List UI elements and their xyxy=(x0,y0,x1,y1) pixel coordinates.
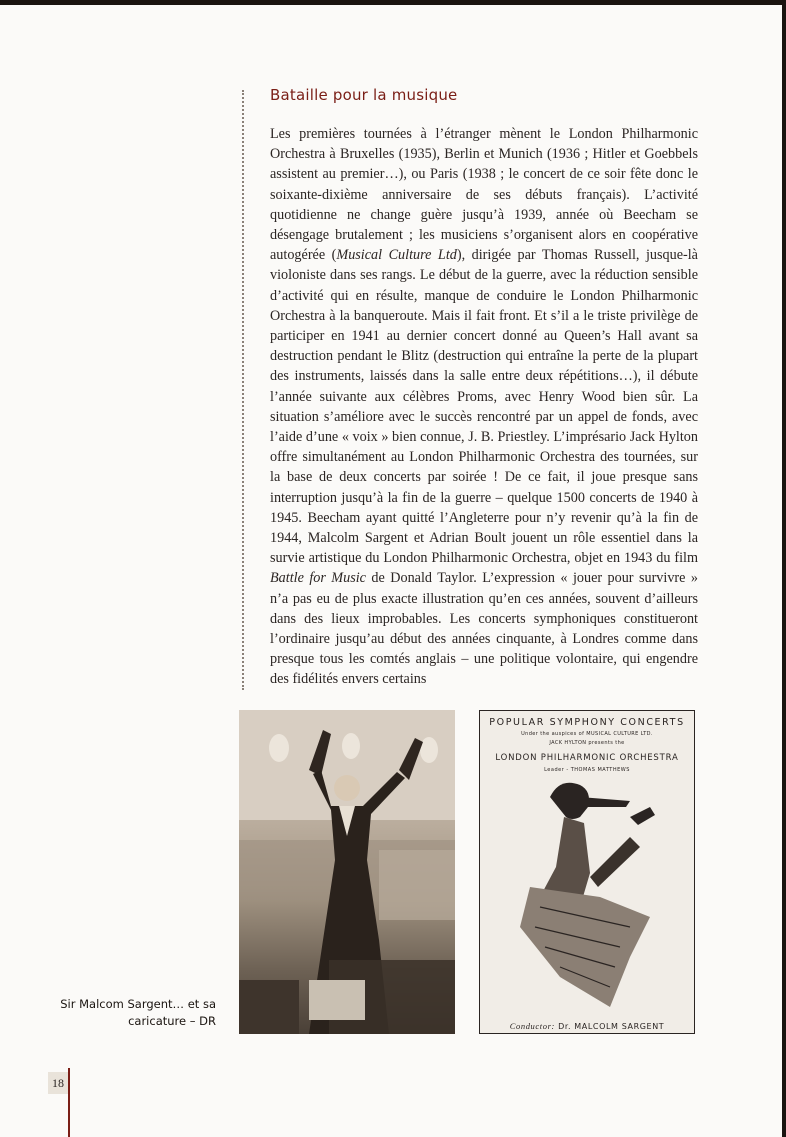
conductor-photo-illustration xyxy=(239,710,455,1034)
poster-orchestra: LONDON PHILHARMONIC ORCHESTRA xyxy=(495,753,679,763)
article-text-part-3: de Donald Taylor. L’expression « jouer pour survivre » n’a pas eu de plus exacte illustration qu’en ces années, souvent d’ailleurs dans des lieux improbables. Les concerts symphoniques constitueront l’ordinaire jusqu’au début des années cinquante, à Londres comme dans presque tous les comtés anglais – une politique volontaire, qui engendre des fidélités envers certains xyxy=(270,570,698,688)
article-text-part-1: Les premières tournées à l’étranger mènent le London Philharmonic Orchestra à Bruxelles (1935), Berlin et Munich (1936 ; Hitler et Goebbels assistent au premier…), ou Paris (1938 ; le concert de ce soir fête donc le soixante-dixième anniversaire de ses débuts français). L’activité quotidienne ne change guère jusqu’à 1939, année où Beecham se désengage brutalement ; les musiciens s’organisent alors en coopérative autogérée ( xyxy=(270,126,698,264)
poster-conductor-name: Dr. MALCOLM SARGENT xyxy=(558,1022,665,1031)
article-italic-film: Battle for Music xyxy=(270,570,366,587)
scan-edge-top xyxy=(0,0,786,5)
article-body xyxy=(270,124,698,690)
article-text-part-2: ), dirigée par Thomas Russell, jusque-là violoniste dans ses rangs. Le début de la guerre, avec la réduction sensible d’activité qui en résulte, manque de conduire le London Philharmonic Orchestra à la banqueroute. Mais il fait front. Et s’il a le triste privilège de participer en 1941 au dernier concert donné au Queen’s Hall avant sa destruction pendant le Blitz (destruction qui entraîne la perte de la plupart des instruments, laissés dans la salle entre deux répétitions…), il débute l’année suivante aux célèbres Proms, avec Henry Wood bien sûr. La situation s’améliore avec le succès rencontré par un appel de fonds, avec l’aide d’une « voix » bien connue, J. B. Priestley. L’imprésario Jack Hylton offre simultanément au London Philharmonic Orchestra des tournées, sur la base de deux concerts par soirée ! De ce fait, il joue presque sans interruption jusqu’à la fin de la guerre – quelque 1500 concerts de 1940 à 1945. Beecham ayant quitté l’Angleterre pour n’y revenir qu’à la fin de 1944, Malcolm Sargent et Adrian Boult jouent un rôle essentiel dans la survie artistique du London Philharmonic Orchestra, objet en 1943 du film xyxy=(270,247,698,567)
page-number-rule xyxy=(68,1068,70,1137)
caption-line-1: Sir Malcom Sargent… et sa xyxy=(60,997,216,1011)
section-heading: Bataille pour la musique xyxy=(270,86,458,104)
scan-edge-right xyxy=(782,0,786,1137)
poster-conductor-label: Conductor: xyxy=(509,1021,555,1031)
poster-presents: JACK HYLTON presents the xyxy=(549,740,625,746)
caption-line-2: caricature – DR xyxy=(128,1014,216,1028)
poster-auspices: Under the auspices of MUSICAL CULTURE LTD. xyxy=(521,731,653,737)
poster-leader: Leader - THOMAS MATTHEWS xyxy=(544,767,630,773)
page-number: 18 xyxy=(48,1072,68,1094)
dotted-margin-rule xyxy=(242,90,244,690)
poster-title: POPULAR SYMPHONY CONCERTS xyxy=(489,717,685,728)
article-italic-company: Musical Culture Ltd xyxy=(336,247,457,264)
poster-conductor xyxy=(480,1021,694,1031)
concert-poster xyxy=(479,710,695,1034)
conductor-photo xyxy=(239,710,455,1034)
image-caption xyxy=(40,996,216,1030)
caricature-drawing xyxy=(480,777,693,1017)
